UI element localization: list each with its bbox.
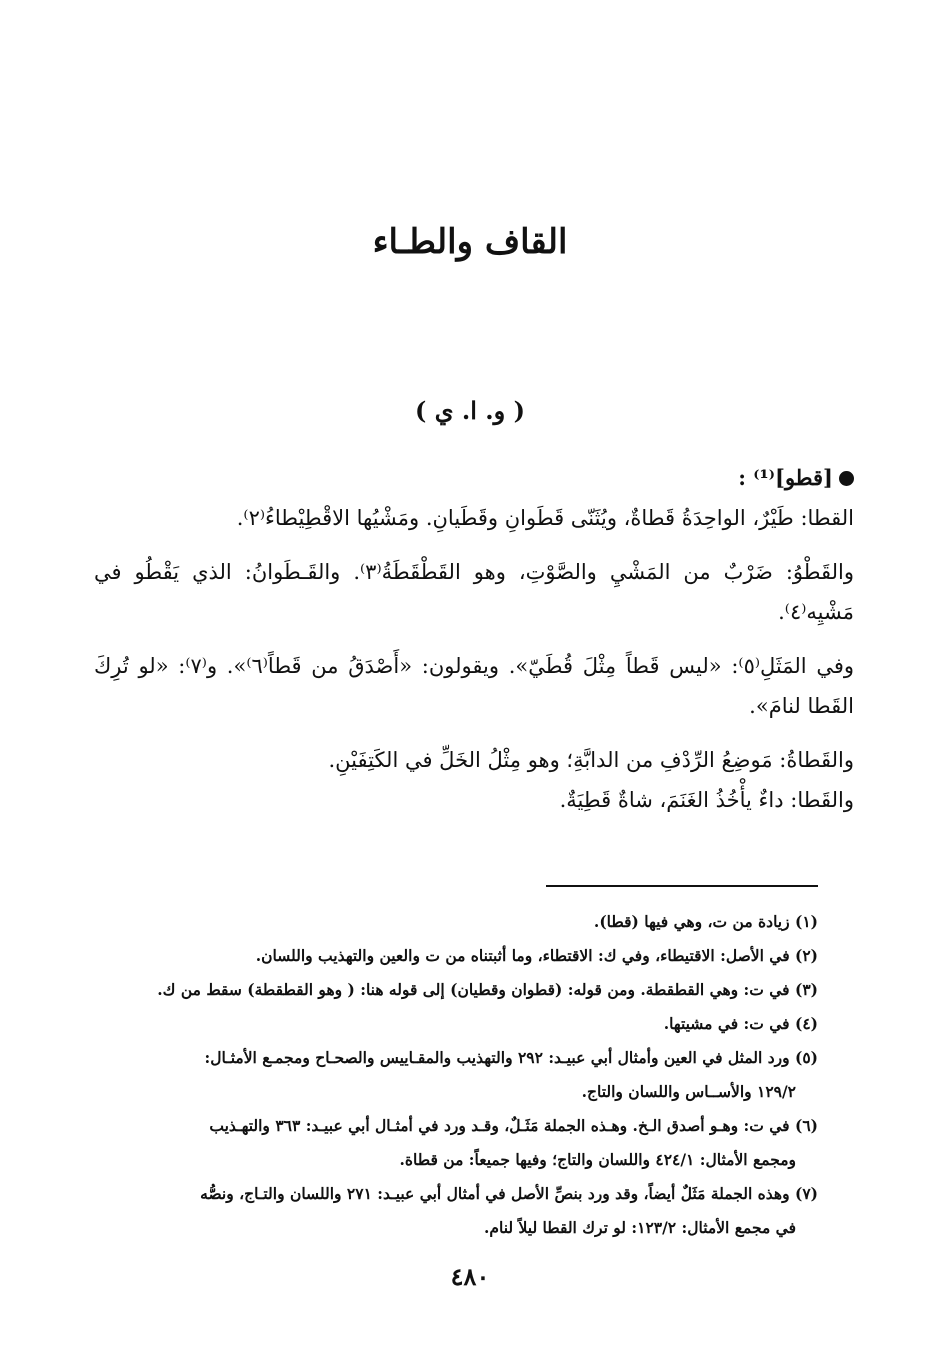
page-number: ٤٨٠ (450, 1262, 490, 1291)
entry-paragraph: والقَطْوُ: ضَرْبٌ من المَشْيِ والصَّوْتِ، وهو القَطْقَطَةُ⁽٣⁾. والقَـطَوانُ: الذي يَقْطُو في مَشْيِه⁽٤⁾. (94, 560, 854, 624)
footnote-continuation: في مجمع الأمثال: ١٢٣/٢: لو ترك القطا ليلاً لنام. (484, 1218, 796, 1237)
root-heading: ( و. ا. ي ) (415, 396, 525, 425)
footnote-continuation: ١٢٩/٢ والأســاس واللسان والتاج. (581, 1082, 796, 1101)
footnote: (٢) في الأصل: الاقتيطاء، وفي ك: الاقتطاء، وما أثبتناه من ت والعين والتهذيب واللسان. (255, 946, 818, 965)
entry-body (94, 458, 854, 820)
entry-headword-line (94, 458, 854, 498)
footnote: (٧) وهذه الجملة مَثَلٌ أيضاً، وقد ورد بنصِّ الأصل في أمثال أبي عبيـد: ٢٧١ واللسان والتـاج، ونصُّه (200, 1184, 818, 1203)
footnote: (٤) في ت: في مشيتها. (663, 1014, 818, 1033)
chapter-title: القاف والطـاء (372, 222, 568, 262)
footnote: (٥) ورد المثل في العين وأمثال أبي عبيـد: ٢٩٢ والتهذيب والمقـاييس والصحـاح ومجمـع الأمثـال: (204, 1048, 818, 1067)
footnotes (98, 905, 818, 1245)
footnote-divider (546, 885, 818, 887)
entry-paragraph: والقَطا: داءٌ يأْخُذُ الغَنَمَ، شاةٌ قَطِيَةٌ. (559, 788, 854, 812)
entry-headword: [قطو]⁽¹⁾ : (738, 465, 833, 490)
footnote: (١) زيادة من ت، وهي فيها (قطا). (593, 912, 818, 931)
bullet-icon (839, 471, 854, 486)
footnote-continuation: ومجمع الأمثال: ٤٢٤/١ واللسان والتاج؛ وفيها جميعاً: من قطاة. (399, 1150, 796, 1169)
entry-paragraph: القطا: طَيْرٌ، الواحِدَةُ قَطاةٌ، ويُثَنّى قَطَوانِ وقَطَيانِ. ومَشْيُها الاقْطِيْطاءُ⁽٢⁾. (236, 506, 854, 530)
entry-paragraph: وفي المَثَلِ⁽٥⁾: «ليس قَطاً مِثْلَ قُطَيّ». ويقولون: «أَصْدَقُ من قَطاً⁽٦⁾». و⁽٧⁾: «لو تُرِكَ القَطا لنامَ». (94, 654, 855, 718)
footnote: (٦) في ت: وهـو أصدق الـخ. وهـذه الجملة مَثَـلٌ، وقـد ورد في أمثـال أبي عبيـد: ٣٦٣ والتهـذيب (209, 1116, 818, 1135)
footnote: (٣) في ت: وهي القطقطة. ومن قوله: (قطوان وقطيان) إلى قوله هنا: ( وهو القطقطة) سقط من ك. (157, 980, 818, 999)
entry-paragraph: والقَطاةُ: مَوضِعُ الرِّدْفِ من الدابَّةِ؛ وهو مِثْلُ الخَلِّ في الكَتِفَيْنِ. (328, 748, 854, 772)
